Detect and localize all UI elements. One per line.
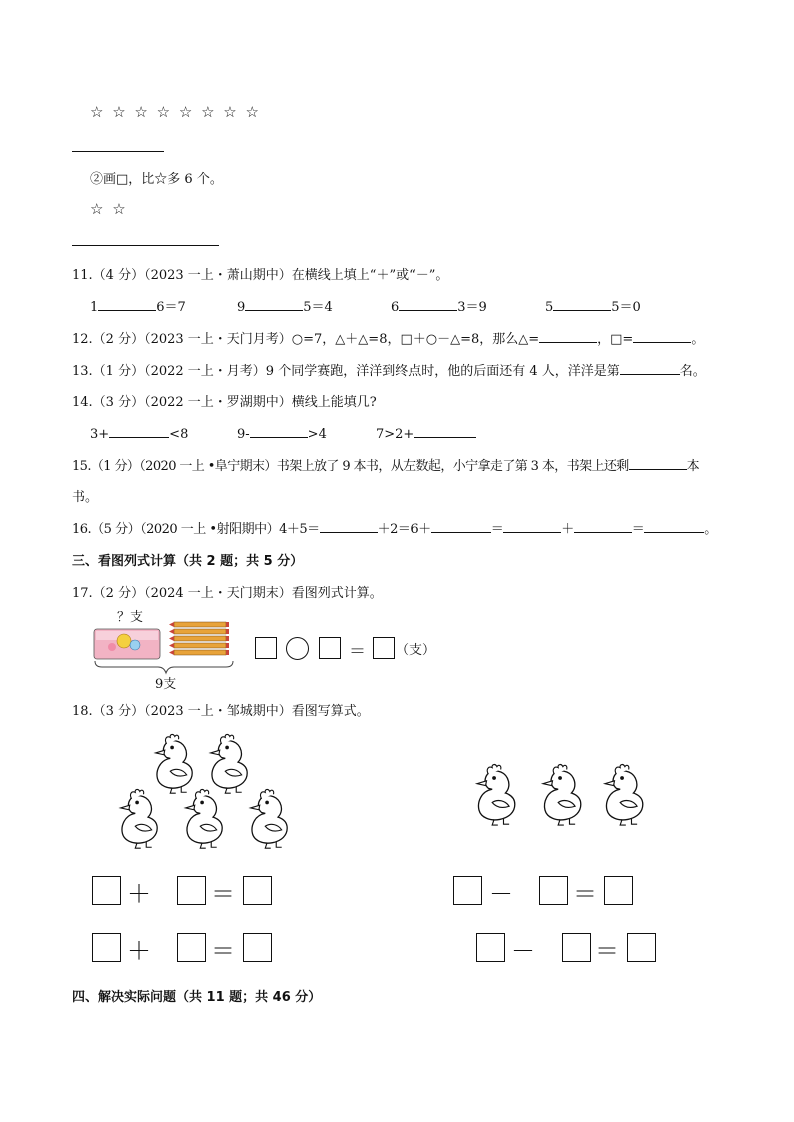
q16-blank-1[interactable] <box>320 518 378 533</box>
q18-right-row1-box1[interactable] <box>453 876 482 905</box>
q14-item-1-pre: 3+ <box>90 427 110 442</box>
q14-item-1-post: <8 <box>169 427 189 442</box>
section-4-title: 四、解决实际问题（共 11 题；共 46 分） <box>72 990 322 1005</box>
q14-item-2 <box>237 423 327 442</box>
question-11-text: 11.（4 分）（2023 一上・萧山期中）在横线上填上“＋”或“－”。 <box>72 268 449 283</box>
q18-right-row2-box2[interactable] <box>562 933 591 962</box>
stars-row-2: ☆ ☆ <box>90 200 128 218</box>
duckling-icon <box>180 786 226 850</box>
q18-right-row2-box3[interactable] <box>627 933 656 962</box>
q12-blank-square[interactable] <box>633 328 691 343</box>
question-14-text: 14.（3 分）（2022 一上・罗湖期中）横线上能填几? <box>72 395 377 410</box>
q11-blank-4[interactable] <box>553 296 611 311</box>
q18-left-row2-op: ＋ <box>127 937 151 965</box>
question-16-text: 16.（5 分）（2020 一上 •射阳期中）4＋5＝ <box>72 522 320 537</box>
q11-blank-2[interactable] <box>245 296 303 311</box>
question-16-part-1: ＋2＝6＋ <box>377 522 431 537</box>
q14-blank-2[interactable] <box>250 423 308 438</box>
q14-item-3-pre: 7>2+ <box>376 427 415 442</box>
question-13 <box>72 360 706 379</box>
brace-icon <box>95 661 233 673</box>
q17-answer-box-2[interactable] <box>319 637 341 659</box>
q17-answer-box-1[interactable] <box>255 637 277 659</box>
question-15-line-1 <box>72 455 699 474</box>
q11-item-3 <box>391 296 487 315</box>
q18-left-row2-eq: ＝ <box>211 937 235 965</box>
q18-left-row2-box1[interactable] <box>92 933 121 962</box>
q17-answer-box-3[interactable] <box>373 637 395 659</box>
q17-total-label: 9支 <box>155 677 177 692</box>
q18-left-row2-box3[interactable] <box>243 933 272 962</box>
question-12-text: 12.（2 分）（2023 一上・天门月考）○=7，△＋△=8，□＋○－△=8，那么△= <box>72 332 540 347</box>
q18-right-row1-box3[interactable] <box>604 876 633 905</box>
q14-item-1 <box>90 423 188 442</box>
q18-left-row1-op: ＋ <box>127 880 151 908</box>
q14-item-3 <box>376 423 476 442</box>
q18-right-row1-op: － <box>489 880 513 908</box>
question-15-line-2: 书。 <box>72 490 99 505</box>
q11-item-2 <box>237 296 333 315</box>
q16-blank-2[interactable] <box>431 518 491 533</box>
q18-right-row2-op: － <box>511 937 535 965</box>
question-13-text: 13.（1 分）（2022 一上・月考）9 个同学赛跑，洋洋到终点时，他的后面还有 4 人，洋洋是第 <box>72 364 620 379</box>
q11-blank-3[interactable] <box>399 296 457 311</box>
q11-item-1 <box>90 296 186 315</box>
q13-blank[interactable] <box>620 360 680 375</box>
duckling-icon <box>536 761 586 827</box>
q17-operator-circle[interactable] <box>286 637 309 660</box>
question-16-end: 。 <box>704 522 717 537</box>
question-16-part-3: ＋ <box>561 522 574 537</box>
question-17-text: 17.（2 分）（2024 一上・天门期末）看图列式计算。 <box>72 586 383 601</box>
q16-blank-3[interactable] <box>503 518 561 533</box>
question-18-text: 18.（3 分）（2023 一上・邹城期中）看图写算式。 <box>72 704 370 719</box>
duckling-icon <box>598 761 648 827</box>
question-15-end: 本 <box>686 459 700 474</box>
section-3-title: 三、看图列式计算（共 2 题；共 5 分） <box>72 554 304 569</box>
q11-item-2-b: 5＝4 <box>303 300 333 315</box>
q14-blank-3[interactable] <box>414 423 476 438</box>
q17-question-label: ？支 <box>117 610 144 625</box>
answer-line-1 <box>72 151 164 152</box>
q17-unit-label: （支） <box>396 643 436 658</box>
pencils-icon <box>169 622 229 655</box>
answer-line-2 <box>72 245 219 246</box>
q11-item-1-a: 1 <box>90 300 99 315</box>
q18-right-row2-eq: ＝ <box>595 937 619 965</box>
q16-blank-5[interactable] <box>644 518 704 533</box>
q11-item-2-a: 9 <box>237 300 246 315</box>
q14-item-2-post: >4 <box>307 427 327 442</box>
question-13-end: 名。 <box>679 364 706 379</box>
q18-right-row1-eq: ＝ <box>573 880 597 908</box>
duckling-icon <box>470 761 520 827</box>
q11-item-1-b: 6＝7 <box>156 300 186 315</box>
question-15-text: 15.（1 分）（2020 一上 •阜宁期末）书架上放了 9 本书，从左数起，小宁拿走了第 3 本，书架上还剩 <box>72 459 629 474</box>
instruction-draw-squares: ②画□，比☆多 6 个。 <box>90 172 223 187</box>
q11-item-3-a: 6 <box>391 300 400 315</box>
stars-row: ☆ ☆ ☆ ☆ ☆ ☆ ☆ ☆ <box>90 103 261 121</box>
duckling-icon <box>115 786 161 850</box>
q18-left-row1-eq: ＝ <box>211 880 235 908</box>
q18-left-row1-box2[interactable] <box>177 876 206 905</box>
question-16-part-4: ＝ <box>631 522 645 537</box>
question-16-part-2: ＝ <box>490 522 504 537</box>
question-12-end: 。 <box>691 332 705 347</box>
q17-equals: ＝ <box>349 642 366 662</box>
q18-left-row1-box3[interactable] <box>243 876 272 905</box>
q18-left-row1-box1[interactable] <box>92 876 121 905</box>
q14-blank-1[interactable] <box>109 423 169 438</box>
duckling-icon <box>245 786 291 850</box>
q11-blank-1[interactable] <box>98 296 156 311</box>
q15-blank[interactable] <box>629 455 687 470</box>
question-12-mid: ，□= <box>597 332 634 347</box>
q12-blank-triangle[interactable] <box>539 328 597 343</box>
q18-left-row2-box2[interactable] <box>177 933 206 962</box>
q18-right-row1-box2[interactable] <box>539 876 568 905</box>
q11-item-3-b: 3＝9 <box>457 300 487 315</box>
q18-right-row2-box1[interactable] <box>476 933 505 962</box>
question-16 <box>72 518 717 537</box>
pencil-box-icon <box>94 629 160 659</box>
q11-item-4-b: 5＝0 <box>611 300 641 315</box>
q16-blank-4[interactable] <box>574 518 632 533</box>
q11-item-4-a: 5 <box>545 300 554 315</box>
question-12 <box>72 328 704 347</box>
q11-item-4 <box>545 296 641 315</box>
q14-item-2-pre: 9- <box>237 427 250 442</box>
